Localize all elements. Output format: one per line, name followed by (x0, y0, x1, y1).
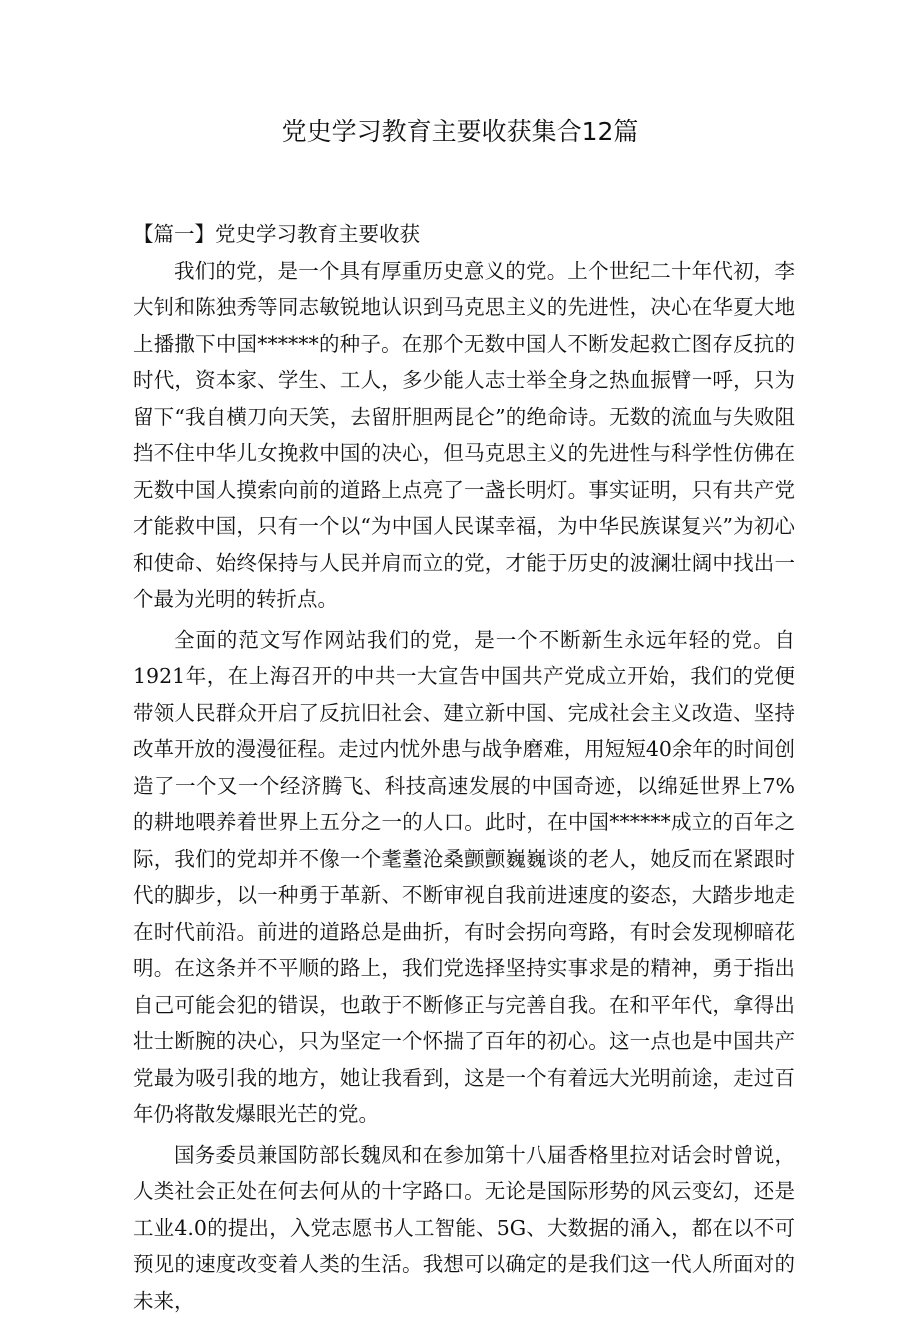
paragraph-2: 全面的范文写作网站我们的党，是一个不断新生永远年轻的党。自1921年，在上海召开的中共一大宣告中国共产党成立开始，我们的党便带领人民群众开启了反抗旧社会、建立新中国、完成社会主义改造、坚持改革开放的漫漫征程。走过内忧外患与战争磨难，用短短40余年的时间创造了一个又一个经济腾飞、科技高速发展的中国奇迹，以绵延世界上7%的耕地喂养着世界上五分之一的人口。此时，在中国******成立的百年之际，我们的党却并不像一个耄耋沧桑颤颤巍巍谈的老人，她反而在紧跟时代的脚步，以一种勇于革新、不断审视自我前进速度的姿态，大踏步地走在时代前沿。前进的道路总是曲折，有时会拐向弯路，有时会发现柳暗花明。在这条并不平顺的路上，我们党选择坚持实事求是的精神，勇于指出自己可能会犯的错误，也敢于不断修正与完善自我。在和平年代，拿得出壮士断腕的决心，只为坚定一个怀揣了百年的初心。这一点也是中国共产党最为吸引我的地方，她让我看到，这是一个有着远大光明前途，走过百年仍将散发爆眼光芒的党。 (133, 627, 795, 1126)
paragraph-1: 我们的党，是一个具有厚重历史意义的党。上个世纪二十年代初，李大钊和陈独秀等同志敏锐地认识到马克思主义的先进性，决心在华夏大地上播撒下中国******的种子。在那个无数中国人不断发起救亡图存反抗的时代，资本家、学生、工人，多少能人志士举全身之热血振臂一呼，只为留下“我自横刀向天笑，去留肝胆两昆仑”的绝命诗。无数的流血与失败阻挡不住中华儿女挽救中国的决心，但马克思主义的先进性与科学性仿佛在无数中国人摸索向前的道路上点亮了一盏长明灯。事实证明，只有共产党才能救中国，只有一个以“为中国人民谋幸福，为中华民族谋复兴”为初心和使命、始终保持与人民并肩而立的党，才能于历史的波澜壮阔中找出一个最为光明的转折点。 (133, 258, 795, 611)
document-body (133, 216, 795, 1323)
document-title: 党史学习教育主要收获集合12篇 (281, 117, 639, 146)
paragraph-3: 国务委员兼国防部长魏凤和在参加第十八届香格里拉对话会时曾说，人类社会正处在何去何从的十字路口。无论是国际形势的风云变幻，还是工业4.0的提出，入党志愿书人工智能、5G、大数据的涌入，都在以不可预见的速度改变着人类的生活。我想可以确定的是我们这一代人所面对的未来， (133, 1142, 795, 1313)
section-heading: 【篇一】党史学习教育主要收获 (133, 222, 420, 246)
